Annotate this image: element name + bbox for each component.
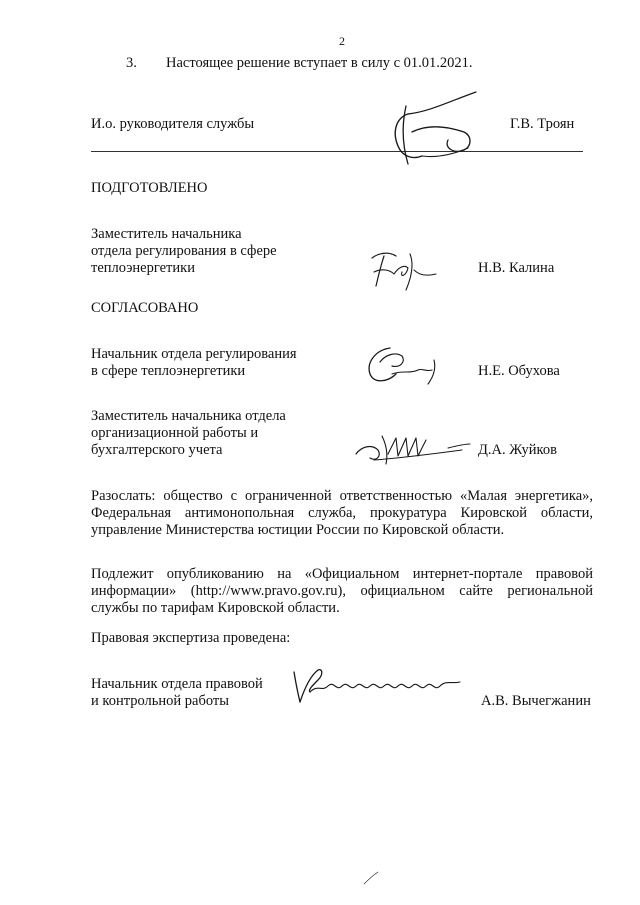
agreed-heading: СОГЛАСОВАНО: [91, 300, 199, 316]
prepared-position-line-3: теплоэнергетики: [91, 260, 195, 276]
head-position: И.о. руководителя службы: [91, 116, 255, 132]
legal-review-signature-image: [288, 662, 468, 710]
agreed-signer2-position-line-1: Заместитель начальника отдела: [91, 408, 286, 424]
agreed-signer1-position-line-1: Начальник отдела регулирования: [91, 346, 297, 362]
page-number: 2: [339, 34, 345, 48]
agreed-signer2-name: Д.А. Жуйков: [478, 442, 557, 458]
distribution-paragraph: Разослать: общество с ограниченной ответственностью «Малая энергетика», Федеральная антимонопольная служба, прокуратура Кировской области, управление Министерства юстиции России по Кировской области.: [91, 488, 593, 538]
legal-review-name: А.В. Вычегжанин: [481, 693, 591, 709]
item-3-number: 3.: [126, 55, 137, 71]
separator-line: [91, 151, 583, 152]
agreed-signer1-name: Н.Е. Обухова: [478, 363, 560, 379]
agreed-signer1-position-line-2: в сфере теплоэнергетики: [91, 363, 246, 379]
legal-review-position-line-1: Начальник отдела правовой: [91, 676, 263, 692]
publication-paragraph: Подлежит опубликованию на «Официальном интернет-портале правовой информации» (http://www.pravo.gov.ru), официальном сайте региональной службы по тарифам Кировской области.: [91, 566, 593, 616]
agreed-signer2-signature-image: [352, 424, 476, 468]
prepared-name: Н.В. Калина: [478, 260, 555, 276]
agreed-signer2-position-line-2: организационной работы и: [91, 425, 259, 441]
legal-review-heading: Правовая экспертиза проведена:: [91, 630, 291, 646]
head-signature-image: [368, 84, 498, 180]
head-name: Г.В. Троян: [510, 116, 575, 132]
agreed-signer2-position-line-3: бухгалтерского учета: [91, 442, 223, 458]
prepared-position-line-2: отдела регулирования в сфере: [91, 243, 277, 259]
agreed-signer1-signature-image: [362, 340, 452, 390]
scan-mark: [360, 868, 384, 888]
legal-review-position-line-2: и контрольной работы: [91, 693, 229, 709]
prepared-position-line-1: Заместитель начальника: [91, 226, 242, 242]
item-3-text: Настоящее решение вступает в силу с 01.01.2021.: [166, 55, 473, 71]
prepared-heading: ПОДГОТОВЛЕНО: [91, 180, 208, 196]
prepared-signature-image: [366, 246, 442, 294]
